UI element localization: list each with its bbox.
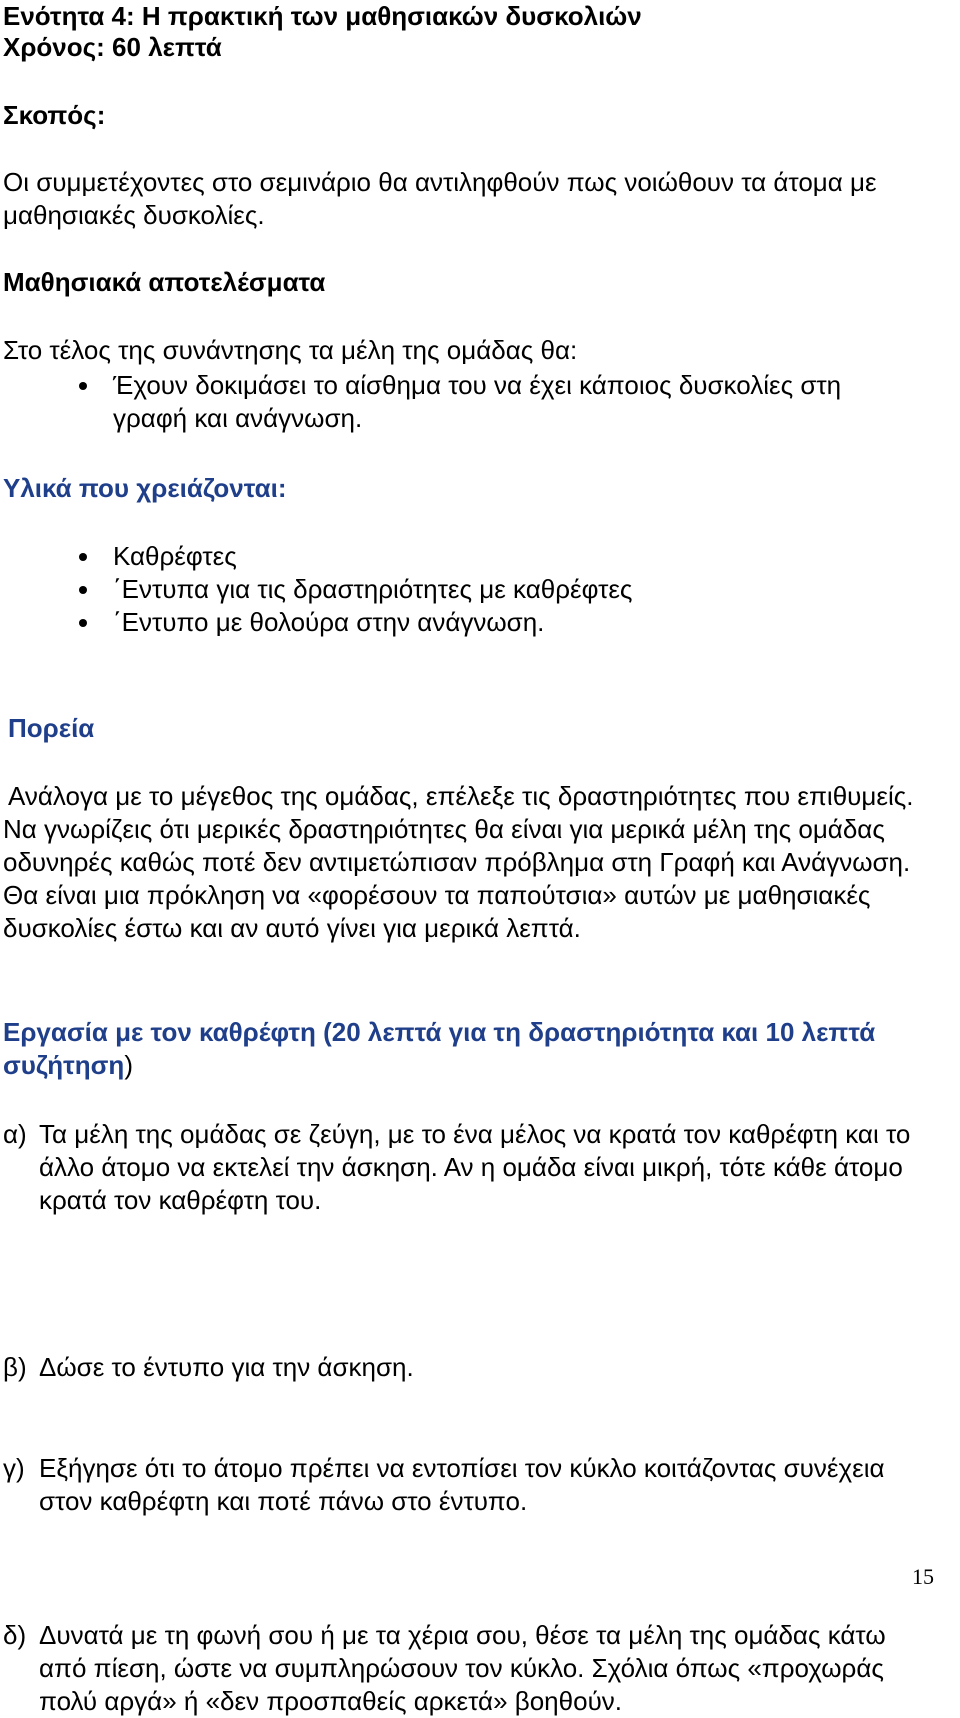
step-a [3, 1118, 939, 1217]
list-item [3, 573, 903, 606]
process-text: Ανάλογα με το μέγεθος της ομάδας, επέλεξε τις δραστηριότητες που επιθυμείς. Να γνωρίζεις ότι μερικές δραστηριότητες θα είναι για μερικά μέλη της ομάδας οδυνηρές καθώς ποτέ δεν αντιμετώπισαν πρόβλημα στη Γραφή και Ανάγνωση. Θα είναι μια πρόκληση να «φορέσουν τα παπούτσια» αυτών με μαθησιακές δυσκολίες έστω και αν αυτό γίνει για μερικά λεπτά. [3, 781, 914, 943]
material-text: Καθρέφτες [113, 541, 237, 571]
materials-heading: Υλικά που χρειάζονται: [3, 473, 287, 503]
list-item [3, 540, 903, 573]
step-label: α) [3, 1119, 27, 1149]
mirror-task-heading-text: Εργασία με τον καθρέφτη (20 λεπτά για τη δραστηριότητα και 10 λεπτά συζήτηση [3, 1017, 876, 1080]
purpose-text: Οι συμμετέχοντες στο σεμινάριο θα αντιληφθούν πως νοιώθουν τα άτομα με μαθησιακές δυσκολίες. [3, 167, 877, 230]
process-heading: Πορεία [8, 713, 95, 743]
bullet-icon [79, 553, 87, 561]
step-label: γ) [3, 1453, 25, 1483]
bullet-icon [79, 382, 87, 390]
step-text: Δώσε το έντυπο για την άσκηση. [39, 1352, 414, 1382]
list-item [3, 369, 893, 435]
duration: Χρόνος: 60 λεπτά [3, 32, 222, 62]
outcomes-intro: Στο τέλος της συνάντησης τα μέλη της ομάδας θα: [3, 335, 578, 365]
list-item [3, 606, 903, 639]
bullet-icon [79, 619, 87, 627]
step-c [3, 1452, 939, 1518]
purpose-heading: Σκοπός: [3, 100, 106, 130]
outcome-text: Έχουν δοκιμάσει το αίσθημα του να έχει κάποιος δυσκολίες στη γραφή και ανάγνωση. [113, 370, 842, 433]
step-label: β) [3, 1352, 27, 1382]
step-d [3, 1619, 939, 1718]
step-b [3, 1351, 939, 1384]
bullet-icon [79, 586, 87, 594]
outcomes-list [3, 369, 903, 435]
step-text: Δυνατά με τη φωνή σου ή με τα χέρια σου, θέσε τα μέλη της ομάδας κάτω από πίεση, ώστε να συμπληρώσουν τον κύκλο. Σχόλια όπως «προχωράς πολύ αργά» ή «δεν προσπαθείς αρκετά» βοηθούν. [39, 1620, 886, 1716]
mirror-task-heading-close: ) [124, 1050, 133, 1080]
section-title: Ενότητα 4: Η πρακτική των μαθησιακών δυσκολιών [3, 1, 642, 31]
materials-list [3, 540, 903, 639]
step-text: Εξήγησε ότι το άτομο πρέπει να εντοπίσει τον κύκλο κοιτάζοντας συνέχεια στον καθρέφτη και ποτέ πάνω στο έντυπο. [39, 1453, 885, 1516]
outcomes-heading: Μαθησιακά αποτελέσματα [3, 267, 326, 297]
material-text: ΄Εντυπο με θολούρα στην ανάγνωση. [113, 607, 545, 637]
mirror-task-heading [3, 1016, 923, 1082]
page-number: 15 [912, 1564, 934, 1589]
step-label: δ) [3, 1620, 27, 1650]
material-text: ΄Εντυπα για τις δραστηριότητες με καθρέφτες [113, 574, 633, 604]
step-text: Τα μέλη της ομάδας σε ζεύγη, με το ένα μέλος να κρατά τον καθρέφτη και το άλλο άτομο να εκτελεί την άσκηση. Αν η ομάδα είναι μικρή, τότε κάθε άτομο κρατά τον καθρέφτη του. [39, 1119, 911, 1215]
